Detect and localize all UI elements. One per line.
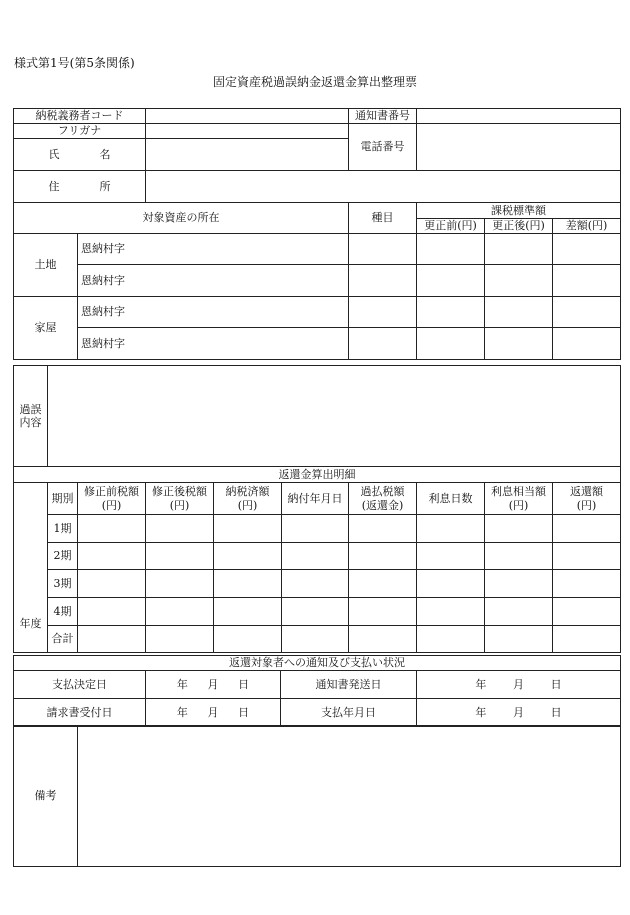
payment-decision-date[interactable] — [146, 671, 281, 699]
house-kind-2[interactable] — [349, 328, 417, 360]
col-paid — [214, 483, 282, 515]
name-label — [14, 139, 146, 171]
land-diff-1[interactable] — [553, 234, 621, 265]
period-2-label: 2期 — [48, 543, 78, 570]
day-unit: 日 — [550, 705, 562, 719]
notice-number-field[interactable] — [417, 109, 621, 124]
col-pre-tax-1: 修正前税額 — [84, 485, 139, 499]
year-unit: 年 — [475, 677, 487, 691]
taxpayer-code-field[interactable] — [146, 109, 349, 124]
col-post-tax — [146, 483, 214, 515]
house-before-2[interactable] — [417, 328, 485, 360]
payment-decision-label: 支払決定日 — [14, 671, 146, 699]
house-before-1[interactable] — [417, 297, 485, 328]
refund-detail-title: 返還金算出明細 — [14, 467, 621, 483]
notice-number-label: 通知書番号 — [349, 109, 417, 124]
month-unit: 月 — [207, 677, 219, 691]
remarks-table — [13, 725, 621, 867]
col-refund-1: 返還額 — [570, 485, 604, 499]
house-location-1[interactable]: 恩納村字 — [78, 297, 349, 328]
error-label-line-1: 過誤 — [19, 402, 42, 416]
house-diff-2[interactable] — [553, 328, 621, 360]
land-after-2[interactable] — [485, 265, 553, 297]
col-paid-date: 納付年月日 — [282, 483, 349, 515]
land-label: 土地 — [14, 234, 78, 297]
form-title: 固定資産税過誤納金返還金算出整理票 — [212, 75, 417, 89]
col-post-tax-1: 修正後税額 — [152, 485, 207, 499]
paid-date[interactable] — [417, 699, 621, 727]
before-label: 更正前(円) — [417, 219, 485, 234]
table-row — [14, 570, 621, 598]
paid-date-label: 支払年月日 — [281, 699, 417, 727]
land-kind-1[interactable] — [349, 234, 417, 265]
land-location-1[interactable]: 恩納村字 — [78, 234, 349, 265]
request-received-date[interactable] — [146, 699, 281, 727]
name-label-a: 氏 — [48, 147, 60, 161]
year-unit: 年 — [176, 705, 188, 719]
furigana-field[interactable] — [146, 124, 349, 139]
period-label: 期別 — [48, 483, 78, 515]
house-kind-1[interactable] — [349, 297, 417, 328]
payment-status-title: 返還対象者への通知及び支払い状況 — [14, 656, 621, 671]
table-row — [14, 515, 621, 543]
table-row — [14, 598, 621, 626]
col-over-2: (返還金) — [361, 498, 404, 512]
col-pre-tax-2: (円) — [101, 498, 122, 512]
after-label: 更正後(円) — [485, 219, 553, 234]
notice-sent-label: 通知書発送日 — [281, 671, 417, 699]
month-unit: 月 — [513, 677, 524, 691]
col-paid-2: (円) — [237, 498, 258, 512]
day-unit: 日 — [550, 677, 562, 691]
col-interest-amt-2: (円) — [508, 498, 529, 512]
land-before-2[interactable] — [417, 265, 485, 297]
land-kind-2[interactable] — [349, 265, 417, 297]
year-unit: 年 — [475, 705, 487, 719]
name-field[interactable] — [146, 139, 349, 171]
address-label — [14, 171, 146, 203]
house-label: 家屋 — [14, 297, 78, 360]
period-total-label: 合計 — [48, 626, 78, 653]
col-over-1: 過払税額 — [360, 485, 405, 499]
land-location-2[interactable]: 恩納村字 — [78, 265, 349, 297]
remarks-field[interactable] — [78, 726, 621, 867]
col-pre-tax — [78, 483, 146, 515]
taxpayer-asset-table — [13, 108, 621, 360]
land-before-1[interactable] — [417, 234, 485, 265]
month-unit: 月 — [513, 705, 524, 719]
asset-location-label: 対象資産の所在 — [14, 203, 349, 234]
col-interest-days: 利息日数 — [417, 483, 485, 515]
error-content-label — [14, 366, 48, 467]
asset-kind-label: 種目 — [349, 203, 417, 234]
day-unit: 日 — [238, 705, 250, 719]
period-1-label: 1期 — [48, 515, 78, 543]
col-paid-1: 納税済額 — [225, 485, 270, 499]
col-refund — [553, 483, 621, 515]
address-label-a: 住 — [48, 179, 60, 193]
col-refund-2: (円) — [576, 498, 597, 512]
period-3-label: 3期 — [48, 570, 78, 598]
col-interest-amount — [485, 483, 553, 515]
address-label-b: 所 — [99, 179, 111, 193]
notice-sent-date[interactable] — [417, 671, 621, 699]
phone-label: 電話番号 — [349, 124, 417, 171]
house-after-2[interactable] — [485, 328, 553, 360]
phone-field[interactable] — [417, 124, 621, 171]
month-unit: 月 — [207, 705, 219, 719]
remarks-label: 備考 — [14, 726, 78, 867]
refund-detail-table — [13, 466, 621, 653]
house-after-1[interactable] — [485, 297, 553, 328]
furigana-label: フリガナ — [14, 124, 146, 139]
col-post-tax-2: (円) — [169, 498, 190, 512]
request-received-label: 請求書受付日 — [14, 699, 146, 727]
fiscal-year-label: 年度 — [14, 483, 48, 653]
error-content-table — [13, 365, 621, 467]
name-label-b: 名 — [99, 147, 111, 161]
land-diff-2[interactable] — [553, 265, 621, 297]
table-row — [14, 626, 621, 653]
diff-label: 差額(円) — [553, 219, 621, 234]
taxpayer-code-label: 納税義務者コード — [14, 109, 146, 124]
form-number-label: 様式第1号(第5条関係) — [14, 56, 135, 70]
table-row — [14, 543, 621, 570]
col-interest-amt-1: 利息相当額 — [491, 485, 546, 499]
land-after-1[interactable] — [485, 234, 553, 265]
error-label-line-2: 内容 — [19, 416, 42, 429]
period-4-label: 4期 — [48, 598, 78, 626]
house-diff-1[interactable] — [553, 297, 621, 328]
house-location-2[interactable]: 恩納村字 — [78, 328, 349, 360]
tax-standard-label: 課税標準額 — [417, 203, 621, 219]
error-content-field[interactable] — [48, 366, 621, 467]
payment-status-table — [13, 655, 621, 727]
year-unit: 年 — [176, 677, 188, 691]
address-field[interactable] — [146, 171, 621, 203]
day-unit: 日 — [238, 677, 250, 691]
col-overpaid — [349, 483, 417, 515]
